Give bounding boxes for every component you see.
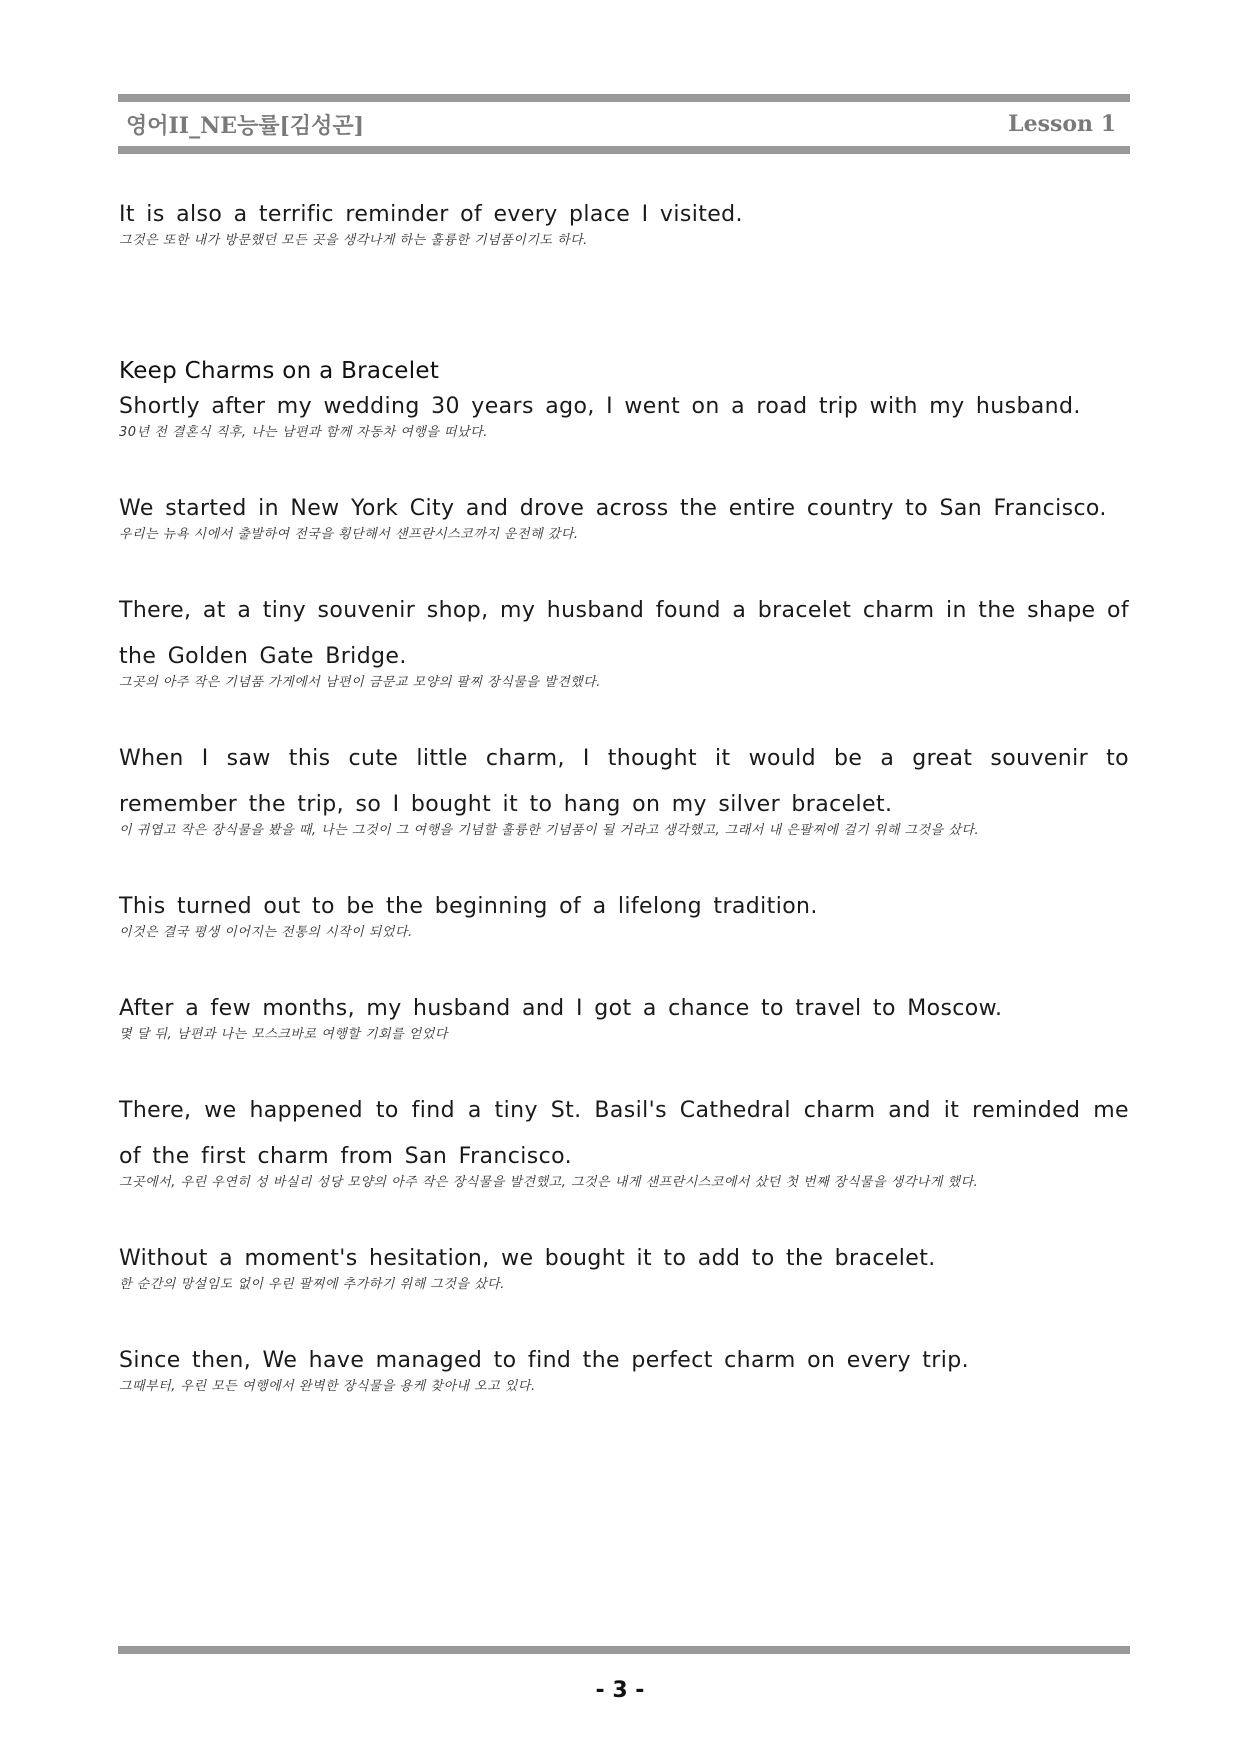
sentence-pair	[119, 1236, 1129, 1298]
sentence-pair	[119, 384, 1129, 446]
sentence-pair	[119, 588, 1129, 696]
sentence-english: There, we happened to find a tiny St. Basil's Cathedral charm and it reminded me of the first charm from San Francisco.	[119, 1098, 1129, 1169]
sentence-pair	[119, 986, 1129, 1048]
sentence-korean: 이 귀엽고 작은 장식물을 봤을 때, 나는 그것이 그 여행을 기념할 훌륭한 기념품이 될 거라고 생각했고, 그래서 내 은팔찌에 걸기 위해 그것을 샀다.	[119, 823, 980, 838]
sentence-korean: 우리는 뉴욕 시에서 출발하여 전국을 횡단해서 샌프란시스코까지 운전해 갔다.	[119, 527, 579, 542]
page-content	[119, 192, 1129, 1400]
sentence-korean: 그곳의 아주 작은 기념품 가게에서 남편이 금문교 모양의 팔찌 장식물을 발견했다.	[119, 675, 601, 690]
sentence-english: After a few months, my husband and I got a chance to travel to Moscow.	[119, 996, 1003, 1021]
sentence-pair	[119, 1088, 1129, 1196]
sentence-english: Shortly after my wedding 30 years ago, I went on a road trip with my husband.	[119, 394, 1081, 419]
header-row	[118, 102, 1130, 146]
sentence-english: Without a moment's hesitation, we bought it to add to the bracelet.	[119, 1246, 936, 1271]
intro-korean: 그것은 또한 내가 방문했던 모든 곳을 생각나게 하는 훌륭한 기념품이기도 하다.	[119, 233, 588, 248]
intro-english: It is also a terrific reminder of every place I visited.	[119, 202, 743, 227]
sentence-pair	[119, 486, 1129, 548]
sentence-english: There, at a tiny souvenir shop, my husband found a bracelet charm in the shape of the Golden Gate Bridge.	[119, 598, 1129, 669]
header-top-rule	[118, 94, 1130, 102]
sentence-korean: 30년 전 결혼식 직후, 나는 남편과 함께 자동차 여행을 떠났다.	[119, 425, 488, 440]
sentence-english: We started in New York City and drove across the entire country to San Francisco.	[119, 496, 1107, 521]
header-course-title: 영어II_NE능률[김성곤]	[126, 112, 365, 139]
sentence-korean: 몇 달 뒤, 남편과 나는 모스크바로 여행할 기회를 얻었다	[119, 1027, 448, 1042]
page-header	[118, 94, 1130, 154]
header-bottom-rule	[118, 146, 1130, 154]
sentence-english: This turned out to be the beginning of a lifelong tradition.	[119, 894, 818, 919]
footer-rule	[118, 1646, 1130, 1654]
intro-pair	[119, 192, 1129, 254]
sentence-pair	[119, 884, 1129, 946]
section-heading: Keep Charms on a Bracelet	[119, 358, 440, 384]
sentence-korean: 그곳에서, 우린 우연히 성 바실리 성당 모양의 아주 작은 장식물을 발견했고, 그것은 내게 샌프란시스코에서 샀던 첫 번째 장식물을 생각나게 했다.	[119, 1175, 979, 1190]
header-lesson-label: Lesson 1	[1008, 111, 1116, 137]
sentence-pair	[119, 736, 1129, 844]
sentence-english: Since then, We have managed to find the perfect charm on every trip.	[119, 1348, 970, 1373]
page-number: - 3 -	[595, 1678, 645, 1703]
sentence-english: When I saw this cute little charm, I thought it would be a great souvenir to remember the trip, so I bought it to hang on my silver bracelet.	[119, 746, 1129, 817]
sentence-korean: 한 순간의 망설임도 없이 우린 팔찌에 추가하기 위해 그것을 샀다.	[119, 1277, 505, 1292]
sentence-korean: 그때부터, 우린 모든 여행에서 완벽한 장식물을 용케 찾아내 오고 있다.	[119, 1379, 536, 1394]
sentence-korean: 이것은 결국 평생 이어지는 전통의 시작이 되었다.	[119, 925, 413, 940]
sentence-pair	[119, 1338, 1129, 1400]
